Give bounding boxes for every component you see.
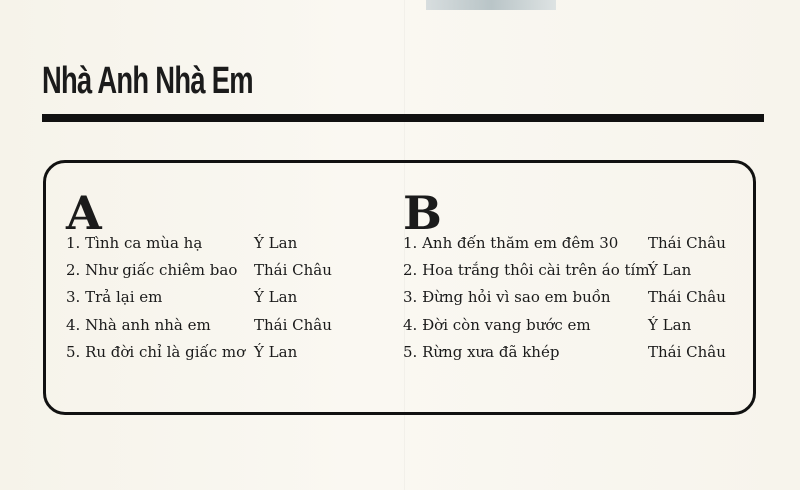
side-b-track-1-title: 1. Anh đến thăm em đêm 30 [403,234,619,252]
side-b-track-3-artist: Thái Châu [648,288,726,306]
side-a-track-1-artist: Ý Lan [254,234,298,252]
side-a-track-1-title: 1. Tình ca mùa hạ [66,234,203,252]
side-a-track-3-artist: Ý Lan [254,288,298,306]
side-b-track-5-artist: Thái Châu [648,343,726,361]
side-a-track-2-title: 2. Như giấc chiêm bao [66,261,238,279]
side-b-track-1-artist: Thái Châu [648,234,726,252]
side-a-track-4-artist: Thái Châu [254,316,332,334]
title-underline [42,114,764,122]
side-b-track-3-title: 3. Đừng hỏi vì sao em buồn [403,288,611,306]
side-a-track-3-title: 3. Trả lại em [66,288,163,306]
side-a-label: A [66,186,102,240]
side-b-track-4-title: 4. Đời còn vang bước em [403,316,591,334]
side-a-track-4-title: 4. Nhà anh nhà em [66,316,211,334]
side-b-track-4-artist: Ý Lan [648,316,692,334]
side-b-track-5-title: 5. Rừng xưa đã khép [403,343,560,361]
side-a-track-2-artist: Thái Châu [254,261,332,279]
edge-mark [426,0,556,10]
album-title: Nhà Anh Nhà Em [42,60,253,102]
side-b-label: B [403,186,442,240]
side-b-track-2-artist: Ý Lan [648,261,692,279]
side-a-track-5-title: 5. Ru đời chỉ là giấc mơ [66,343,246,361]
side-b-track-2-title: 2. Hoa trắng thôi cài trên áo tím [403,261,650,279]
side-a-track-5-artist: Ý Lan [254,343,298,361]
